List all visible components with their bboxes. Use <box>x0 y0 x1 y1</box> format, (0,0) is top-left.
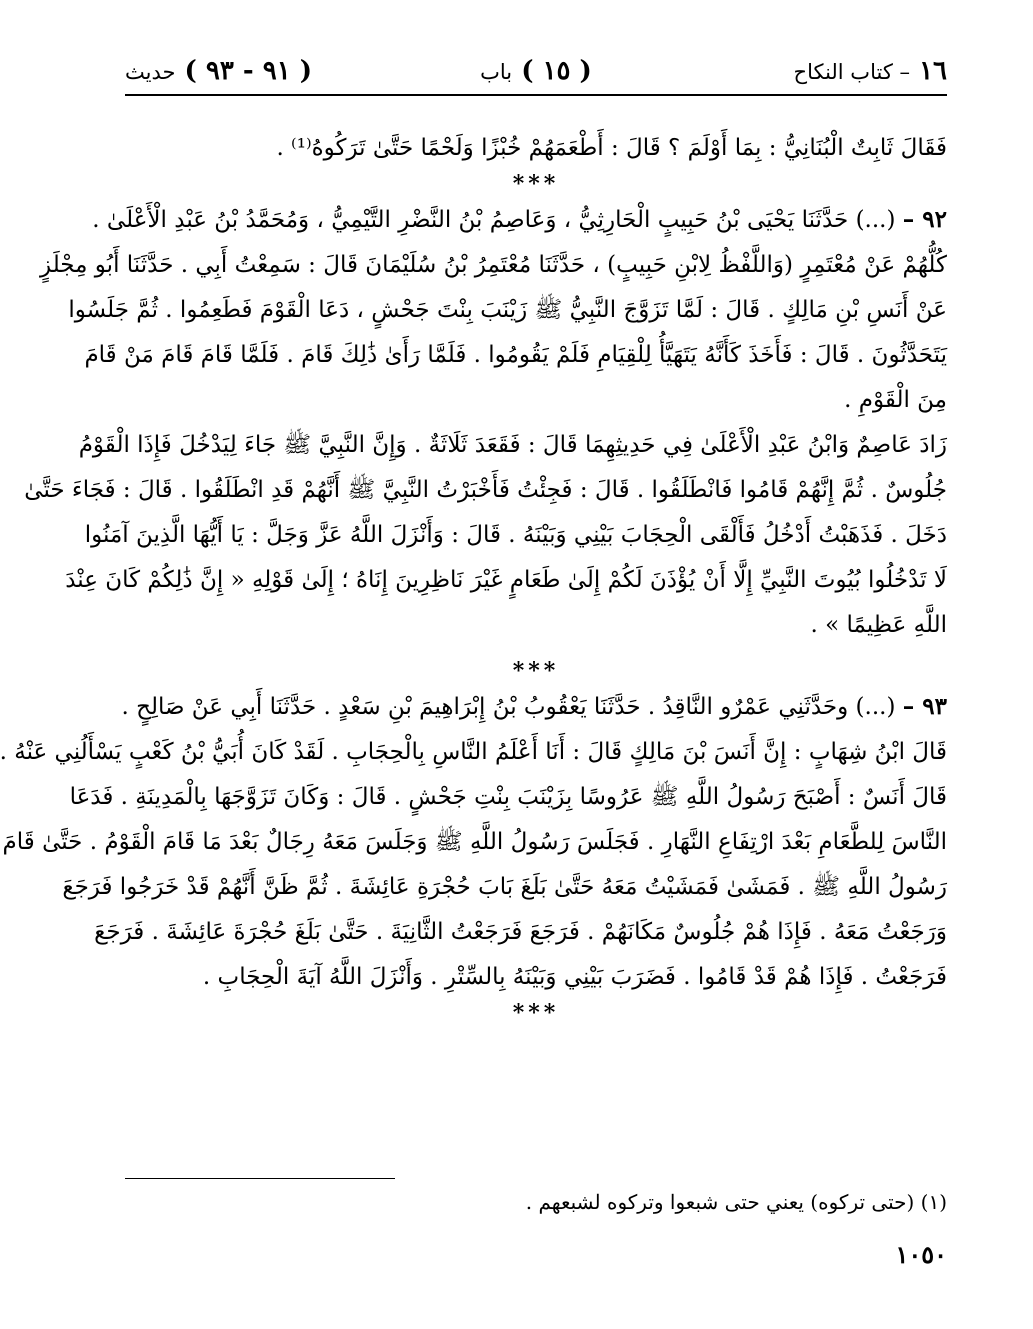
header-hadith-label: حديث <box>125 60 176 84</box>
section-separator: *** <box>512 171 560 197</box>
hadith-93-number: ٩٣ – <box>902 693 947 720</box>
hadith-92-addition <box>24 423 947 648</box>
hadith-93-line: قَالَ ابْنُ شِهَابٍ : إِنَّ أَنَسَ بْنَ مَالِكٍ قَالَ : أَنَا أَعْلَمُ النَّاسِ بِالْحِجَابِ . لَقَدْ كَانَ أُبَيُّ بْنُ كَعْبٍ يَسْأَلُنِي عَنْهُ . <box>0 739 947 765</box>
header-hadith-numbers: ( ٩١ - ٩٣ ) <box>184 56 313 86</box>
hadith-92-number: ٩٢ – <box>902 206 947 233</box>
hadith-92 <box>40 197 947 423</box>
addition-line: دَخَلَ . فَذَهَبْتُ أَدْخُلُ فَأَلْقَى الْحِجَابَ بَيْنِي وَبَيْنَهُ . قَالَ : وَأَنْزَلَ اللَّهُ عَزَّ وَجَلَّ : يَا أَيُّهَا الَّذِينَ آمَنُوا <box>84 522 947 548</box>
footnote-divider <box>125 1178 395 1179</box>
footnote: (١) (حتى تركوه) يعني حتى شبعوا وتركوه لشبعهم . <box>525 1190 947 1214</box>
header-hadith-range <box>125 56 312 86</box>
section-separator: *** <box>512 1000 560 1026</box>
hadith-92-line: مِنَ الْقَوْمِ . <box>844 387 947 413</box>
hadith-93-text: (...) وحَدَّثَنِي عَمْرٌو النَّاقِدُ . حَدَّثَنَا يَعْقُوبُ بْنُ إِبْرَاهِيمَ بْنِ سَعْدٍ . حَدَّثَنَا أَبِي عَنْ صَالِحٍ . <box>121 694 896 720</box>
hadith-93-line <box>121 684 947 730</box>
hadith-93-line: قَالَ أَنَسٌ : أَصْبَحَ رَسُولُ اللَّهِ ﷺ عَرُوسًا بِزَيْنَبَ بِنْتِ جَحْشٍ . قَالَ : وَكَانَ تَزَوَّجَهَا بِالْمَدِينَةِ . فَدَعَا <box>69 784 947 810</box>
hadith-93-line: النَّاسَ لِلطَّعَامِ بَعْدَ ارْتِفَاعِ النَّهَارِ . فَجَلَسَ رَسُولُ اللَّهِ ﷺ وَجَلَسَ مَعَهُ رِجَالٌ بَعْدَ مَا قَامَ الْقَوْمُ . حَتَّىٰ قَامَ <box>2 829 947 855</box>
header-chapter-label: باب <box>480 60 513 84</box>
header-book-name: – كتاب النكاح <box>793 60 910 84</box>
addition-line: اللَّهِ عَظِيمًا » . <box>810 612 947 638</box>
hadith-92-text: (...) حَدَّثَنَا يَحْيَى بْنُ حَبِيبٍ الْحَارِثِيُّ ، وَعَاصِمُ بْنُ النَّضْرِ التَّيْمِيُّ ، وَمُحَمَّدُ بْنُ عَبْدِ الْأَعْلَىٰ . <box>92 207 896 233</box>
page-body <box>0 126 947 1026</box>
addition-line: لَا تَدْخُلُوا بُيُوتَ النَّبِيِّ إِلَّا أَنْ يُؤْذَنَ لَكُمْ إِلَىٰ طَعَامٍ غَيْرَ نَاظِرِينَ إِنَاهُ ؛ إِلَىٰ قَوْلِهِ « إِنَّ ذَٰلِكُمْ كَانَ عِنْدَ <box>65 567 947 593</box>
hadith-93-line: فَرَجَعْتُ . فَإِذَا هُمْ قَدْ قَامُوا . فَضَرَبَ بَيْنِي وَبَيْنَهُ بِالسِّتْرِ . وَأَنْزَلَ اللَّهُ آيَةَ الْحِجَابِ . <box>202 964 947 990</box>
header-page-number: ١٦ <box>919 56 947 86</box>
running-header <box>125 50 947 96</box>
hadith-92-line: يَتَحَدَّثُونَ . قَالَ : فَأَخَذَ كَأَنَّهُ يَتَهَيَّأُ لِلْقِيَامِ فَلَمْ يَقُومُوا . فَلَمَّا رَأَىٰ ذَٰلِكَ قَامَ . فَلَمَّا قَامَ قَامَ مَنْ قَامَ <box>84 342 947 368</box>
hadith-93-line: رَسُولُ اللَّهِ ﷺ . فَمَشَىٰ فَمَشَيْتُ مَعَهُ حَتَّىٰ بَلَغَ بَابَ حُجْرَةِ عَائِشَةَ . ثُمَّ ظَنَّ أَنَّهُمْ قَدْ خَرَجُوا فَرَجَعَ <box>62 874 947 900</box>
section-separator: *** <box>512 658 560 684</box>
hadith-92-line: كُلُّهُمْ عَنْ مُعْتَمِرٍ (وَاللَّفْظُ لِابْنِ حَبِيبٍ) ، حَدَّثَنَا مُعْتَمِرُ بْنُ سُلَيْمَانَ قَالَ : سَمِعْتُ أَبِي . حَدَّثَنَا أَبُو مِجْلَزٍ <box>40 252 947 278</box>
addition-line: زَادَ عَاصِمٌ وَابْنُ عَبْدِ الْأَعْلَىٰ فِي حَدِيثِهِمَا قَالَ : فَقَعَدَ ثَلَاثَةٌ . وَإِنَّ النَّبِيَّ ﷺ جَاءَ لِيَدْخُلَ فَإِذَا الْقَوْمُ <box>78 432 947 458</box>
intro-line: فَقَالَ ثَابِتٌ الْبُنَانِيُّ : بِمَا أَوْلَمَ ؟ قَالَ : أَطْعَمَهُمْ خُبْزًا وَلَحْمًا حَتَّىٰ تَرَكُوهُ⁽¹⁾ . <box>276 135 947 161</box>
hadith-92-line: عَنْ أَنَسِ بْنِ مَالِكٍ . قَالَ : لَمَّا تَزَوَّجَ النَّبِيُّ ﷺ زَيْنَبَ بِنْتَ جَحْشٍ ، دَعَا الْقَوْمَ فَطَعِمُوا . ثُمَّ جَلَسُوا <box>68 297 947 323</box>
header-chapter-number: ( ١٥ ) <box>521 56 592 86</box>
page-number: ١٠٥٠ <box>895 1240 947 1269</box>
hadith-93 <box>0 684 947 1000</box>
hadith-92-line <box>92 197 947 243</box>
hadith-93-line: وَرَجَعْتُ مَعَهُ . فَإِذَا هُمْ جُلُوسٌ مَكَانَهُمْ . فَرَجَعَ فَرَجَعْتُ الثَّانِيَةَ . حَتَّىٰ بَلَغَ حُجْرَةَ عَائِشَةَ . فَرَجَعَ <box>94 919 947 945</box>
addition-line: جُلُوسٌ . ثُمَّ إِنَّهُمْ قَامُوا فَانْطَلَقُوا . قَالَ : فَجِئْتُ فَأَخْبَرْتُ النَّبِيَّ ﷺ أَنَّهُمْ قَدِ انْطَلَقُوا . قَالَ : فَجَاءَ حَتَّىٰ <box>24 477 947 503</box>
